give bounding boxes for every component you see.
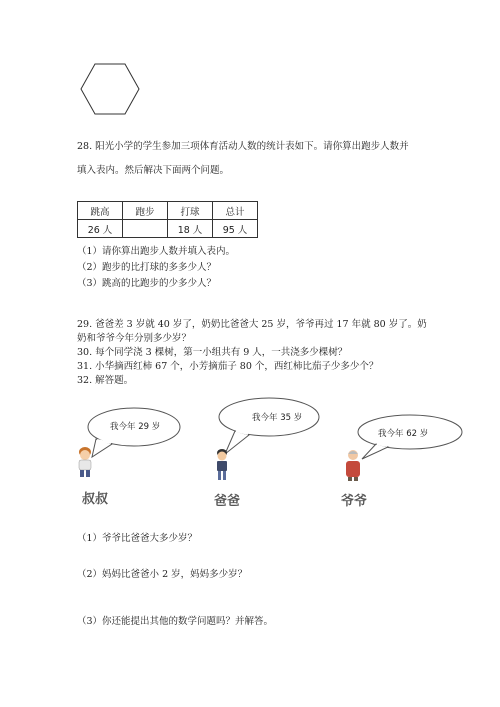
table-cell-blank bbox=[123, 220, 168, 238]
q28-sub1: （1）请你算出跑步人数并填入表内。 bbox=[77, 246, 236, 257]
table-cell: 26 人 bbox=[78, 220, 123, 238]
q29-line2: 奶和爷爷今年分别多少岁？ bbox=[77, 333, 192, 344]
q32-sub1: （1）爷爷比爸爸大多少岁？ bbox=[77, 533, 198, 544]
q28-sub3: （3）跳高的比跑步的少多少人？ bbox=[77, 278, 217, 289]
table-header-row bbox=[78, 202, 258, 220]
table-header-cell: 跑步 bbox=[123, 202, 168, 220]
table-row bbox=[78, 220, 258, 238]
q32-text: 32. 解答题。 bbox=[77, 375, 134, 386]
q28-sub2: （2）跑步的比打球的多多少人？ bbox=[77, 262, 217, 273]
table-header-cell: 跳高 bbox=[78, 202, 123, 220]
bubble-text-dad: 我今年 35 岁 bbox=[252, 413, 303, 423]
table-header-cell: 打球 bbox=[168, 202, 213, 220]
q30-text: 30. 每个同学浇 3 棵树，第一小组共有 9 人，一共浇多少棵树？ bbox=[77, 347, 348, 358]
q28-line1: 28. 阳光小学的学生参加三项体育活动人数的统计表如下。请你算出跑步人数并 bbox=[77, 141, 409, 152]
grandpa-figure bbox=[342, 448, 364, 482]
dad-figure bbox=[213, 448, 231, 482]
label-dad: 爸爸 bbox=[214, 494, 241, 509]
uncle-figure bbox=[76, 446, 94, 478]
table-cell: 18 人 bbox=[168, 220, 213, 238]
q28-line2: 填入表内。然后解决下面两个问题。 bbox=[77, 165, 230, 176]
table-header-cell: 总计 bbox=[213, 202, 258, 220]
label-uncle: 叔叔 bbox=[82, 492, 109, 507]
stats-table bbox=[77, 201, 258, 238]
q32-sub2: （2）妈妈比爸爸小 2 岁，妈妈多少岁？ bbox=[77, 569, 248, 580]
q29-line1: 29. 爸爸差 3 岁就 40 岁了，奶奶比爸爸大 25 岁，爷爷再过 17 年就 80 岁了。奶 bbox=[77, 319, 427, 330]
bubble-text-uncle: 我今年 29 岁 bbox=[110, 422, 161, 432]
q31-text: 31. 小华摘西红柿 67 个，小芳摘茄子 80 个，西红柿比茄子少多少个？ bbox=[77, 361, 379, 372]
speech-bubble-uncle bbox=[84, 405, 184, 461]
bubble-text-grandpa: 我今年 62 岁 bbox=[378, 429, 429, 439]
label-grandpa: 爷爷 bbox=[341, 494, 368, 509]
table-cell: 95 人 bbox=[213, 220, 258, 238]
hexagon-figure bbox=[78, 62, 142, 116]
q32-sub3: （3）你还能提出其他的数学问题吗？并解答。 bbox=[77, 616, 274, 627]
